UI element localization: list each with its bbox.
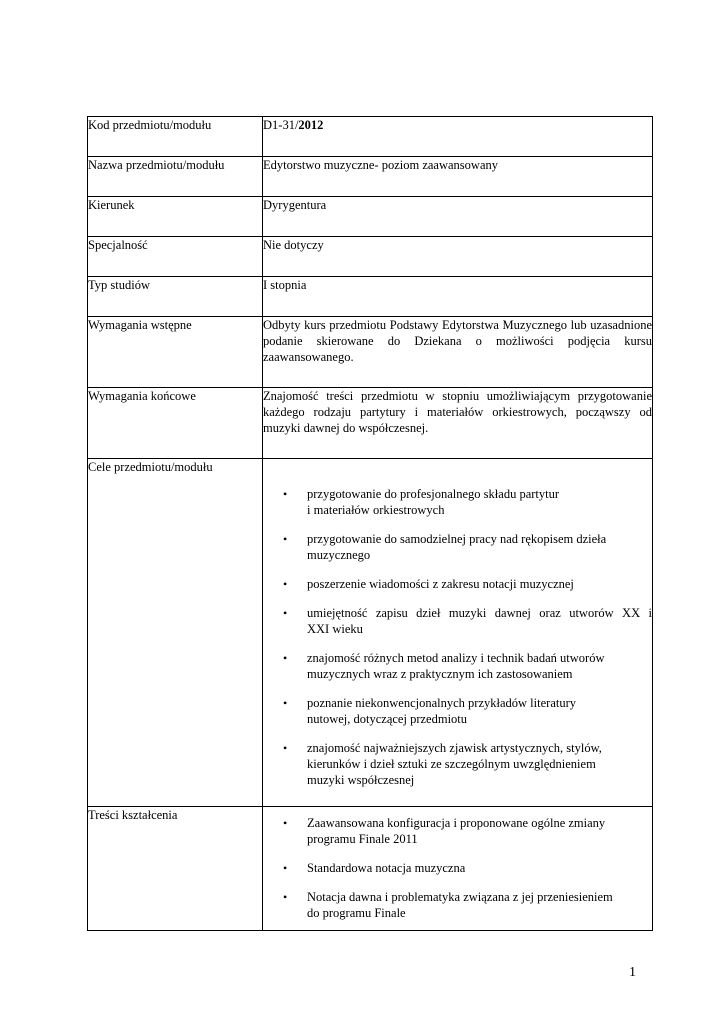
bullet-icon: • [283,606,288,620]
bullet-icon: • [283,577,288,591]
bullet-icon: • [283,816,288,830]
label-course-code: Kod przedmiotu/modułu [88,117,263,157]
row-final-requirements [88,388,653,459]
goals-list [263,486,652,788]
bullet-icon: • [283,532,288,546]
content-item: • Zaawansowana konfiguracja i proponowane ogólne zmiany programu Finale 2011 [283,816,606,846]
label-prerequisites: Wymagania wstępne [88,317,263,388]
course-syllabus-table [87,116,653,931]
value-study-type: I stopnia [263,277,653,317]
value-specialty: Nie dotyczy [263,237,653,277]
goal-item: • przygotowanie do profesjonalnego składu partytur i materiałów orkiestrowych [283,487,560,517]
page-number: 1 [629,965,636,980]
value-course-name: Edytorstwo muzyczne- poziom zaawansowany [263,157,653,197]
course-code-prefix: D1-31/ [263,118,299,132]
goal-item: • znajomość różnych metod analizy i technik badań utworów muzycznych wraz z praktycznym ich zastosowaniem [283,651,605,681]
goal-item: • znajomość najważniejszych zjawisk artystycznych, stylów, kierunków i dzieł sztuki ze szczególnym uwzględnieniem muzyki współczesnej [283,741,602,787]
goal-item: • umiejętność zapisu dzieł muzyki dawnej oraz utworów XX i XXI wieku [283,606,652,636]
goal-item: • poszerzenie wiadomości z zakresu notacji muzycznej [283,577,574,591]
content-item: • Notacja dawna i problematyka związana z jej przeniesieniem do programu Finale [283,890,613,920]
label-final-requirements: Wymagania końcowe [88,388,263,459]
bullet-icon: • [283,696,288,710]
bullet-icon: • [283,890,288,904]
bullet-icon: • [283,861,288,875]
bullet-icon: • [283,651,288,665]
value-course-code [263,117,653,157]
label-goals: Cele przedmiotu/modułu [88,459,263,807]
label-contents: Treści kształcenia [88,807,263,931]
bullet-icon: • [283,487,288,501]
row-course-code [88,117,653,157]
label-specialty: Specjalność [88,237,263,277]
row-contents [88,807,653,931]
goal-item: • przygotowanie do samodzielnej pracy nad rękopisem dzieła muzycznego [283,532,607,562]
course-code-year: 2012 [298,118,324,132]
value-final-requirements: Znajomość treści przedmiotu w stopniu umożliwiającym przygotowanie każdego rodzaju partytury i materiałów orkiestrowych, począwszy od muzyki dawnej do współczesnej. [263,388,653,459]
label-study-type: Typ studiów [88,277,263,317]
goal-item: • poznanie niekonwencjonalnych przykładów literatury nutowej, dotyczącej przedmiotu [283,696,577,726]
row-study-type [88,277,653,317]
label-course-name: Nazwa przedmiotu/modułu [88,157,263,197]
row-direction [88,197,653,237]
row-specialty [88,237,653,277]
contents-list [263,815,652,921]
content-item: • Standardowa notacja muzyczna [283,861,466,875]
row-course-name [88,157,653,197]
value-goals [263,459,653,807]
row-goals [88,459,653,807]
value-direction: Dyrygentura [263,197,653,237]
value-prerequisites: Odbyty kurs przedmiotu Podstawy Edytorstwa Muzycznego lub uzasadnione podanie skierowane do Dziekana o możliwości podjęcia kursu zaawansowanego. [263,317,653,388]
label-direction: Kierunek [88,197,263,237]
value-contents [263,807,653,931]
row-prerequisites [88,317,653,388]
bullet-icon: • [283,741,288,755]
